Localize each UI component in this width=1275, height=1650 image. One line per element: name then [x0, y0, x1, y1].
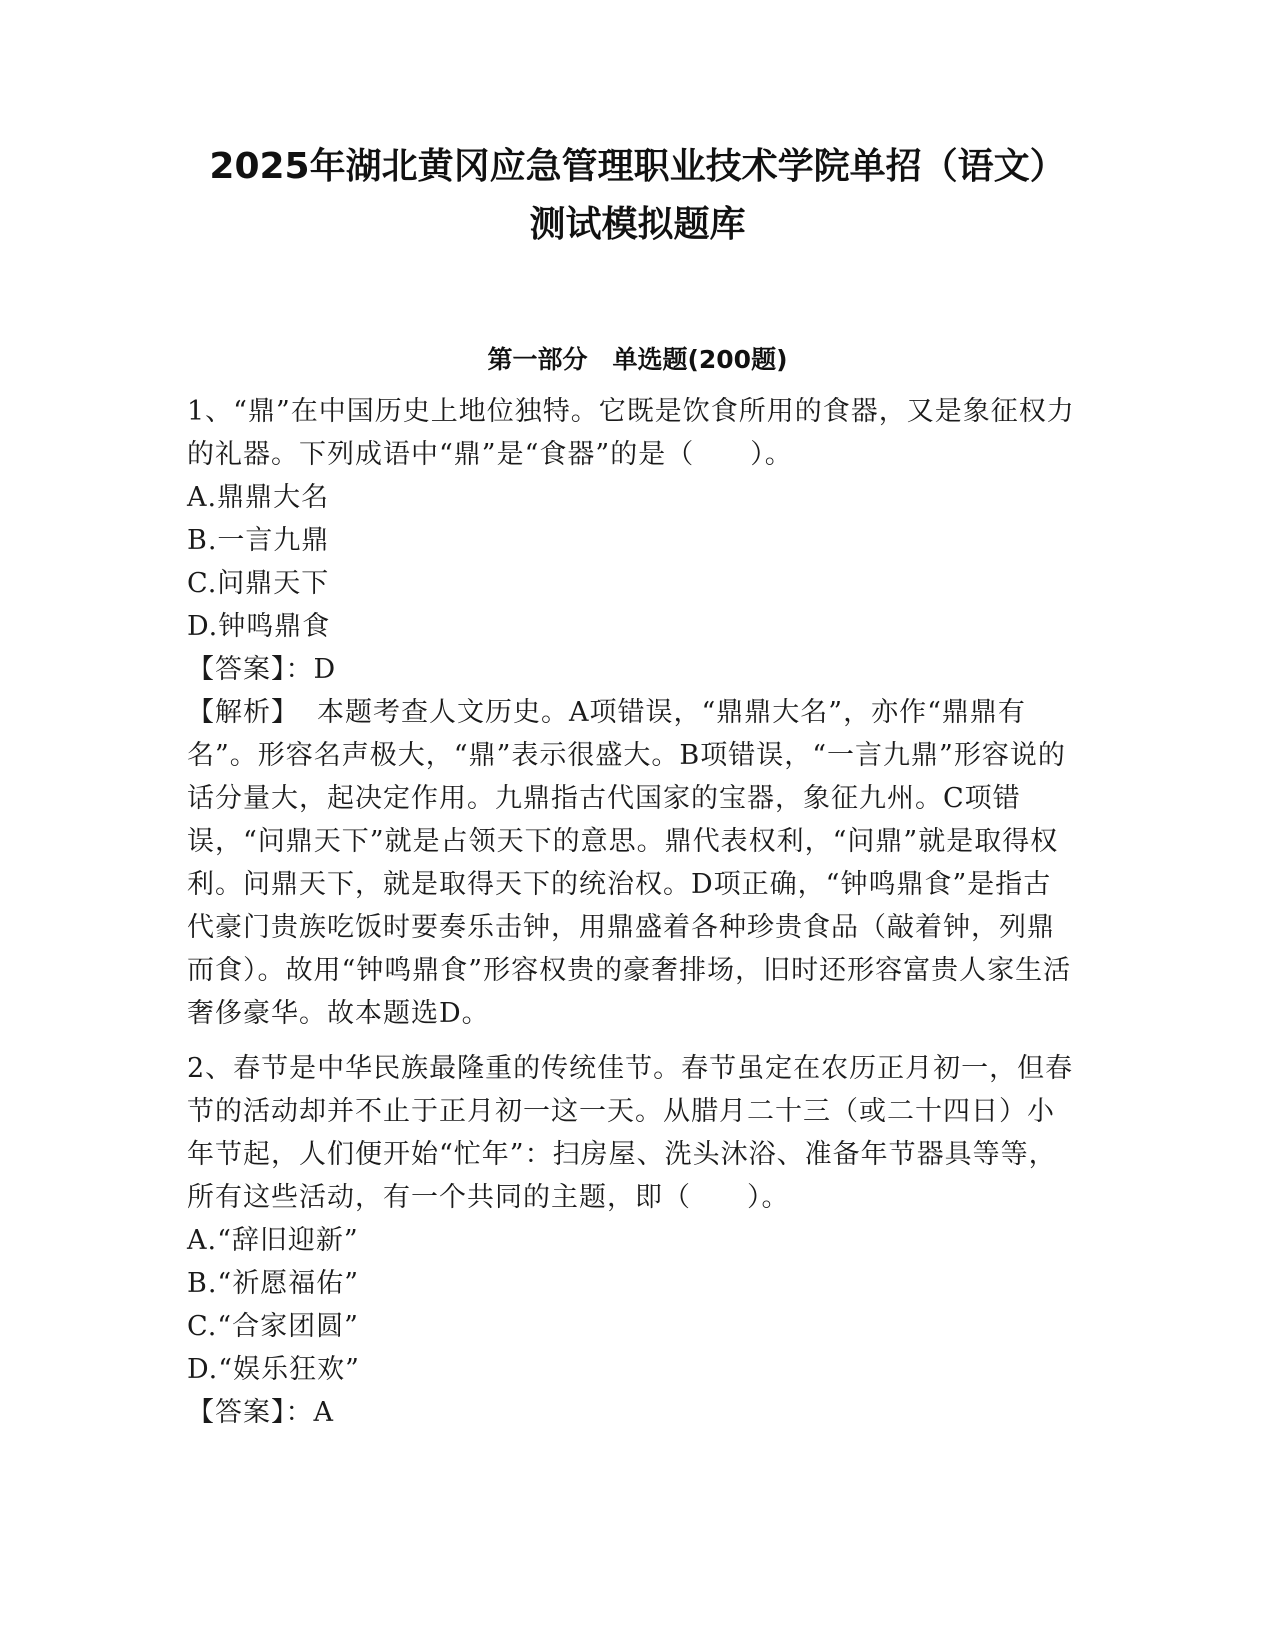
- section-heading: 第一部分 单选题(200题): [487, 345, 788, 374]
- option-a: A.“辞旧迎新”: [187, 1225, 359, 1256]
- option-b: B.一言九鼎: [187, 525, 330, 556]
- answer-line: 【答案】：A: [187, 1397, 334, 1428]
- document-title: [150, 138, 1125, 254]
- question-stem: 2、春节是中华民族最隆重的传统佳节。春节虽定在农历正月初一，但春节的活动却并不止于正月初一这一天。从腊月二十三（或二十四日）小年节起，人们便开始“忙年”：扫房屋、洗头沐浴、准备年节器具等等，所有这些活动，有一个共同的主题，即（ ）。: [187, 1053, 1074, 1213]
- option-b: B.“祈愿福佑”: [187, 1268, 360, 1299]
- analysis-text: 本题考查人文历史。A项错误，“鼎鼎大名”，亦作“鼎鼎有名”。形容名声极大，“鼎”表示很盛大。B项错误，“一言九鼎”形容说的话分量大，起决定作用。九鼎指古代国家的宝器，象征九州。C项错误，“问鼎天下”就是占领天下的意思。鼎代表权利，“问鼎”就是取得权利。问鼎天下，就是取得天下的统治权。D项正确，“钟鸣鼎食”是指古代豪门贵族吃饭时要奏乐击钟，用鼎盛着各种珍贵食品（敲着钟，列鼎而食）。故用“钟鸣鼎食”形容权贵的豪奢排场，旧时还形容富贵人家生活奢侈豪华。故本题选D。: [187, 697, 1072, 1029]
- option-c: C.“合家团圆”: [187, 1311, 359, 1342]
- option-a: A.鼎鼎大名: [187, 482, 330, 513]
- analysis-label: 【解析】: [187, 697, 299, 728]
- title-line-1: 2025年湖北黄冈应急管理职业技术学院单招（语文）: [209, 146, 1066, 187]
- option-c: C.问鼎天下: [187, 568, 330, 599]
- question-stem: 1、“鼎”在中国历史上地位独特。它既是饮食所用的食器，又是象征权力的礼器。下列成语中“鼎”是“食器”的是（ ）。: [187, 396, 1075, 470]
- question-2: [187, 1047, 1077, 1434]
- answer-line: 【答案】：D: [187, 654, 337, 685]
- analysis-block: [187, 691, 1077, 1035]
- option-d: D.“娱乐狂欢”: [187, 1354, 360, 1385]
- title-line-2: 测试模拟题库: [529, 204, 746, 245]
- option-d: D.钟鸣鼎食: [187, 611, 331, 642]
- question-list: [187, 390, 1077, 1434]
- question-1: [187, 390, 1077, 1035]
